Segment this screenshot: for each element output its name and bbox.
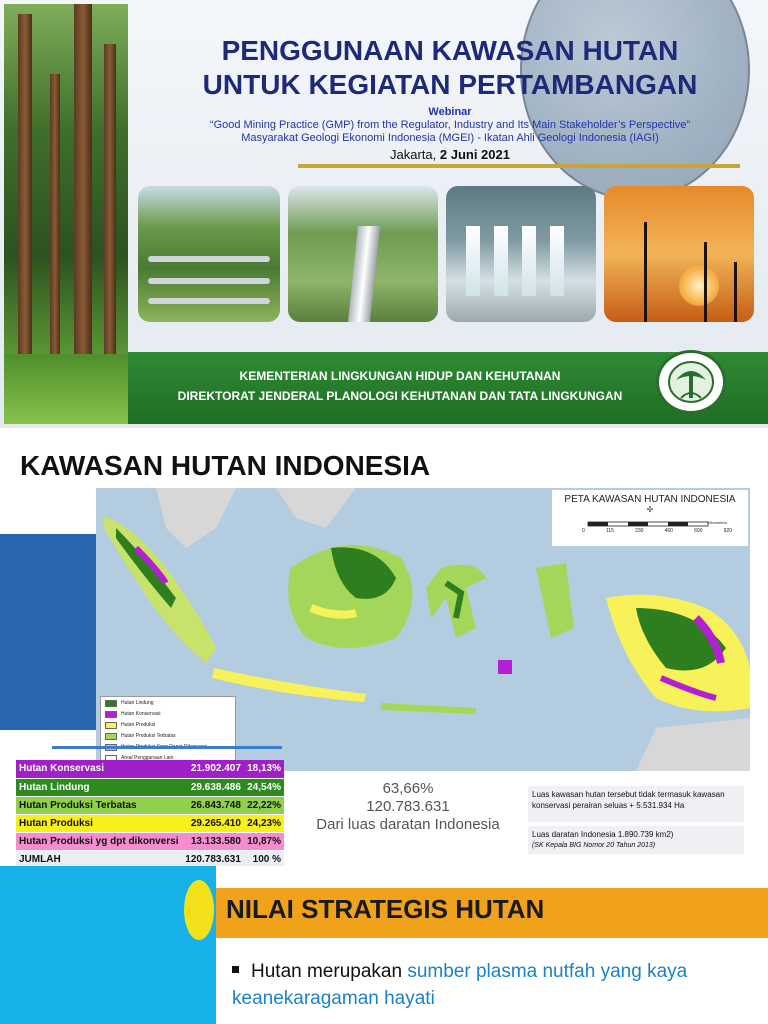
scale-ticks: 0 115 230 460 690 920 <box>582 528 732 534</box>
row-category: Hutan Produksi <box>16 814 182 832</box>
accent-dot <box>184 880 214 940</box>
table-row <box>16 832 284 850</box>
land-area-note: Luas daratan Indonesia 1.890.739 km2) (SK Kepala BIG Nomor 20 Tahun 2013) <box>528 826 744 854</box>
legend-item: Hutan Konservasi <box>105 709 235 719</box>
row-category: Hutan Konservasi <box>16 760 182 778</box>
bullet-square-icon <box>232 966 239 973</box>
row-area: 120.783.631 <box>182 850 244 868</box>
summary-text: Dari luas daratan Indonesia <box>316 816 500 833</box>
row-area: 26.843.748 <box>182 796 244 814</box>
slide-title: KAWASAN HUTAN INDONESIA <box>20 450 431 481</box>
row-percentage: 24,54% <box>244 778 284 796</box>
row-category: Hutan Produksi yg dpt dikonversi <box>16 832 182 850</box>
bullet-item: Hutan merupakan sumber plasma nutfah yang kaya keanekaragaman hayati <box>232 961 688 1009</box>
row-category: Hutan Lindung <box>16 778 182 796</box>
legend-item: Areal Penggunaan Lain <box>105 753 235 763</box>
legend-item: Hutan Produksi <box>105 720 235 730</box>
row-percentage: 22,22% <box>244 796 284 814</box>
ministry-tree-emblem-icon <box>656 350 726 414</box>
svg-text:✢: ✢ <box>646 505 654 514</box>
row-category: JUMLAH <box>16 850 182 868</box>
scale-unit: Kilometers <box>708 520 727 525</box>
map-title: PETA KAWASAN HUTAN INDONESIA <box>564 494 736 505</box>
accent-block <box>0 534 96 730</box>
dam-photo <box>446 186 596 322</box>
forest-photo <box>4 4 128 424</box>
summary-percentage: 63,66% <box>382 780 434 797</box>
slide-title: PENGGUNAAN KAWASAN HUTAN UNTUK KEGIATAN PERTAMBANGAN <box>202 35 698 100</box>
row-percentage: 10,87% <box>244 832 284 850</box>
table-row <box>16 760 284 778</box>
map-caption-box <box>552 490 748 546</box>
forest-area-slide <box>0 434 768 864</box>
table-row <box>16 778 284 796</box>
divider <box>298 164 740 168</box>
table-row <box>16 814 284 832</box>
row-percentage: 18,13% <box>244 760 284 778</box>
road-photo <box>138 186 280 322</box>
power-lines-photo <box>604 186 754 322</box>
ministry-name: KEMENTERIAN LINGKUNGAN HIDUP DAN KEHUTANAN DIREKTORAT JENDERAL PLANOLOGI KEHUTANAN DAN TATA LINGKUNGAN <box>177 369 623 403</box>
event-date: Jakarta, 2 Juni 2021 <box>390 147 510 162</box>
map-legend <box>100 696 236 768</box>
title-slide <box>0 0 768 428</box>
slide-title: NILAI STRATEGIS HUTAN <box>226 894 545 924</box>
legend-item: Hutan Produksi Terbatas <box>105 731 235 741</box>
legend-item: Hutan Lindung <box>105 698 235 708</box>
row-area: 29.265.410 <box>182 814 244 832</box>
row-area: 13.133.580 <box>182 832 244 850</box>
forest-summary <box>290 780 526 834</box>
marine-conservation-note: Luas kawasan hutan tersebut tidak termasuk kawasan konservasi perairan seluas + 5.531.934 Ha <box>528 786 744 822</box>
accent-block <box>0 866 216 1024</box>
summary-total: 120.783.631 <box>366 798 450 815</box>
row-percentage: 24,23% <box>244 814 284 832</box>
row-area: 29.638.486 <box>182 778 244 796</box>
forest-area-table <box>16 760 284 869</box>
row-area: 21.902.407 <box>182 760 244 778</box>
pipeline-photo <box>288 186 438 322</box>
divider <box>52 746 282 749</box>
webinar-info: Webinar “Good Mining Practice (GMP) from the Regulator, Industry and Its Main Stakeholder’s Perspective” Masyarakat Geologi Ekonomi Indonesia (MGEI) - Ikatan Ahli Geologi Indonesia (IAGI) <box>209 106 691 144</box>
row-percentage: 100 % <box>244 850 284 868</box>
row-category: Hutan Produksi Terbatas <box>16 796 182 814</box>
strategic-value-slide <box>0 866 768 1024</box>
table-row <box>16 796 284 814</box>
